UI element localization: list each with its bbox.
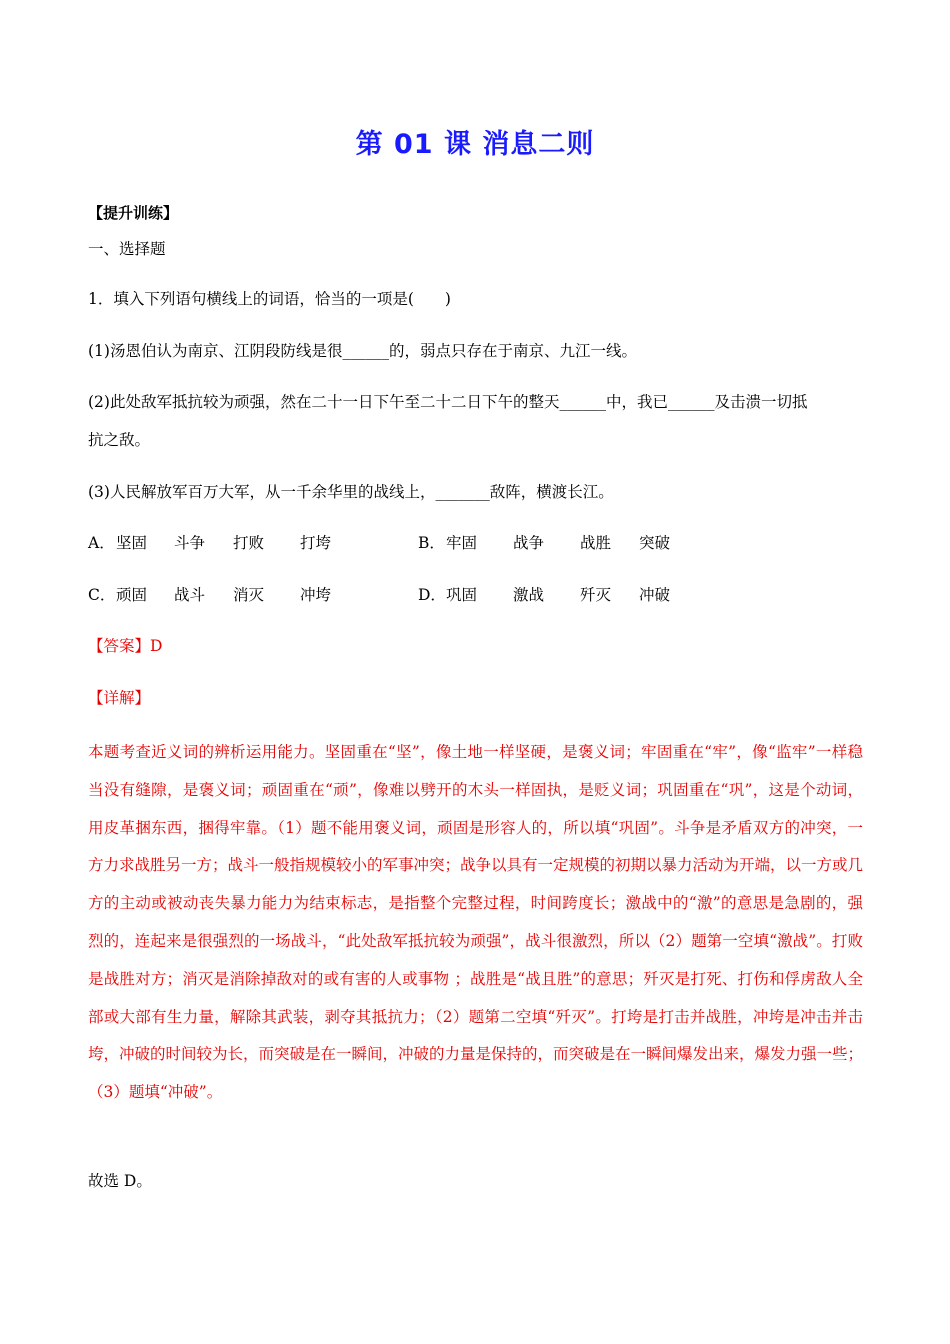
question-item-3: (3)人民解放军百万大军，从一千余华里的战线上，_______敌阵，横渡长江。 bbox=[88, 483, 614, 501]
option-c-word-1: 顽固 bbox=[116, 586, 148, 604]
section-label: 【提升训练】 bbox=[88, 204, 179, 222]
option-c-word-3: 消灭 bbox=[233, 586, 265, 604]
option-d-word-2: 激战 bbox=[513, 586, 545, 604]
option-c-word-4: 冲垮 bbox=[300, 586, 332, 604]
option-c-word-2: 战斗 bbox=[174, 586, 206, 604]
page-title: 第 01 课 消息二则 bbox=[355, 129, 595, 160]
question-item-2: (2)此处敌军抵抗较为顽强，然在二十一日下午至二十二日下午的整天______中，我已______及击溃一切抵 bbox=[88, 393, 808, 411]
option-a-letter: A． bbox=[88, 534, 115, 552]
explanation bbox=[88, 734, 863, 1112]
option-a-word-2: 斗争 bbox=[174, 534, 206, 552]
answer-label: 【答案】 bbox=[88, 637, 151, 655]
option-a-word-3: 打败 bbox=[233, 534, 265, 552]
option-b-letter: B． bbox=[418, 534, 445, 552]
detail-label: 【详解】 bbox=[88, 689, 151, 707]
answer bbox=[88, 635, 162, 657]
option-b-word-2: 战争 bbox=[513, 534, 545, 552]
option-a-word-1: 坚固 bbox=[116, 534, 148, 552]
question-item-2-cont: 抗之敌。 bbox=[88, 431, 151, 449]
explanation-text: 本题考查近义词的辨析运用能力。坚固重在“坚”，像土地一样坚硬，是褒义词；牢固重在“牢”，像“监牢”一样稳当没有缝隙，是褒义词；顽固重在“顽”，像难以劈开的木头一样固执，是贬义词；巩固重在“巩”，这是个动词，用皮革捆东西，捆得牢靠。（1）题不能用褒义词，顽固是形容人的，所以填“巩固”。斗争是矛盾双方的冲突，一方力求战胜另一方；战斗一般指规模较小的军事冲突；战争以具有一定规模的初期以暴力活动为开端，以一方或几方的主动或被动丧失暴力能力为结束标志，是指整个完整过程，时间跨度长；激战中的“激”的意思是急剧的，强烈的，连起来是很强烈的一场战斗，“此处敌军抵抗较为顽强”，战斗很激烈，所以（2）题第一空填“激战”。打败是战胜对方；消灭是消除掉敌对的或有害的人或事物 ；战胜是“战且胜”的意思；歼灭是打死、打伤和俘虏敌人全部或大部有生力量，解除其武装，剥夺其抵抗力；（2）题第二空填“歼灭”。打垮是打击并战胜，冲垮是冲击并击垮，冲破的时间较为长，而突破是在一瞬间，冲破的力量是保持的，而突破是在一瞬间爆发出来，爆发力强一些；（3）题填“冲破”。 bbox=[88, 743, 864, 1102]
option-a-word-4: 打垮 bbox=[300, 534, 332, 552]
option-d-word-4: 冲破 bbox=[639, 586, 671, 604]
question-item-1: (1)汤恩伯认为南京、江阴段防线是很______的，弱点只存在于南京、九江一线。 bbox=[88, 342, 637, 360]
option-b-word-1: 牢固 bbox=[446, 534, 478, 552]
part-heading: 一、选择题 bbox=[88, 240, 166, 258]
option-b-word-3: 战胜 bbox=[580, 534, 612, 552]
question-stem: 1．填入下列语句横线上的词语，恰当的一项是( ) bbox=[88, 290, 451, 308]
option-d-letter: D． bbox=[418, 586, 446, 604]
option-d-word-1: 巩固 bbox=[446, 586, 478, 604]
answer-value: D bbox=[150, 637, 163, 655]
conclusion: 故选 D。 bbox=[88, 1172, 152, 1190]
option-b-word-4: 突破 bbox=[639, 534, 671, 552]
option-d-word-3: 歼灭 bbox=[580, 586, 612, 604]
option-c-letter: C． bbox=[88, 586, 116, 604]
